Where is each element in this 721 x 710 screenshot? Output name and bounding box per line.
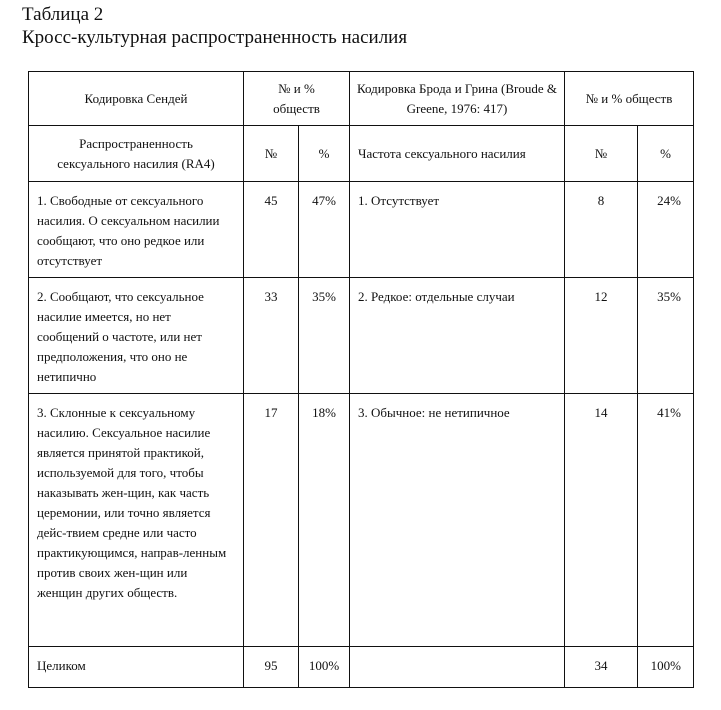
total-row xyxy=(29,647,694,688)
row3-broude-category: 3. Обычное: не нетипичное xyxy=(350,394,565,647)
row3-broude-no: 14 xyxy=(565,394,638,647)
row1-broude-pct: 24% xyxy=(638,182,694,278)
row1-sanday-category: 1. Свободные от сексуального насилия. О сексуальном насилии сообщают, что оно редкое или отсутствует xyxy=(29,182,244,278)
total-broude-category xyxy=(350,647,565,688)
table-caption xyxy=(22,3,407,49)
row2-sanday-category: 2. Сообщают, что сексуальное насилие имеется, но нет сообщений о частоте, или нет предположения, что оно не нетипично xyxy=(29,278,244,394)
subheader-broude-no: № xyxy=(565,126,638,182)
table-row xyxy=(29,394,694,647)
row2-broude-no: 12 xyxy=(565,278,638,394)
subheader-broude-measure: Частота сексуального насилия xyxy=(350,126,565,182)
header-broude-coding: Кодировка Брода и Грина (Broude & Greene, 1976: 417) xyxy=(350,72,565,126)
table-title: Кросс-культурная распространенность насилия xyxy=(22,27,408,48)
header-broude-count: № и % обществ xyxy=(565,72,694,126)
row3-sanday-category: 3. Склонные к сексуальному насилию. Сексуальное насилие является принятой практикой, используемой для того, чтобы наказывать жен-щин, как часть церемонии, или точно является дейс-твием средне или часто практикующимся, направ-ленным против своих жен-щин или женщин других обществ. xyxy=(29,394,244,647)
row1-sanday-no: 45 xyxy=(244,182,299,278)
subheader-sanday-measure: Распространенность сексуального насилия (RA4) xyxy=(29,126,244,182)
row2-broude-pct: 35% xyxy=(638,278,694,394)
table-row xyxy=(29,278,694,394)
subheader-broude-pct: % xyxy=(638,126,694,182)
header-sanday-count: № и % обществ xyxy=(244,72,350,126)
subheader-sanday-no: № xyxy=(244,126,299,182)
total-sanday-no: 95 xyxy=(244,647,299,688)
header-sanday-coding: Кодировка Сендей xyxy=(29,72,244,126)
total-label: Целиком xyxy=(29,647,244,688)
total-broude-pct: 100% xyxy=(638,647,694,688)
table-row xyxy=(29,182,694,278)
row2-sanday-no: 33 xyxy=(244,278,299,394)
prevalence-table xyxy=(28,71,694,688)
subheader-row xyxy=(29,126,694,182)
row3-broude-pct: 41% xyxy=(638,394,694,647)
row2-broude-category: 2. Редкое: отдельные случаи xyxy=(350,278,565,394)
header-row xyxy=(29,72,694,126)
row1-broude-category: 1. Отсутствует xyxy=(350,182,565,278)
subheader-sanday-pct: % xyxy=(299,126,350,182)
row3-sanday-no: 17 xyxy=(244,394,299,647)
row1-broude-no: 8 xyxy=(565,182,638,278)
row1-sanday-pct: 47% xyxy=(299,182,350,278)
table-label: Таблица 2 xyxy=(22,4,104,25)
row3-sanday-pct: 18% xyxy=(299,394,350,647)
total-sanday-pct: 100% xyxy=(299,647,350,688)
total-broude-no: 34 xyxy=(565,647,638,688)
row2-sanday-pct: 35% xyxy=(299,278,350,394)
